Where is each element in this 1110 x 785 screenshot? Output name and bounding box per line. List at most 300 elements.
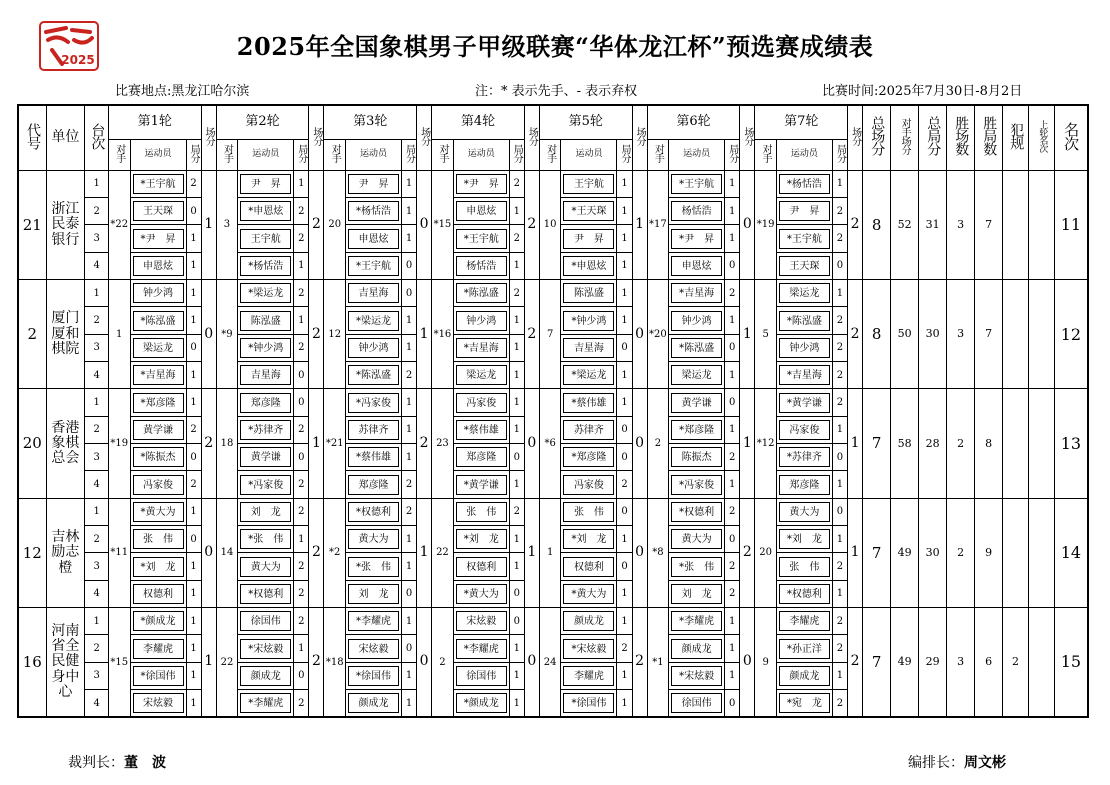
player-cell	[130, 690, 186, 717]
player-name: *黄大为	[563, 584, 614, 604]
game-score: 0	[401, 635, 416, 662]
player-cell	[776, 526, 832, 553]
board-number: 2	[85, 307, 109, 334]
player-name: 尹 昇	[563, 229, 614, 249]
round-opponent: *6	[539, 389, 561, 498]
player-name: *梁运龙	[240, 283, 291, 303]
match-points: 2	[417, 389, 432, 498]
player-name: 李耀虎	[779, 611, 830, 631]
game-score: 1	[617, 252, 632, 279]
game-score: 2	[294, 225, 309, 252]
player-cell	[669, 389, 725, 416]
game-score: 1	[725, 662, 740, 689]
player-name: *颜成龙	[456, 693, 507, 713]
player-name: 王天琛	[133, 201, 184, 221]
player-name: 尹 昇	[240, 174, 291, 194]
fouls: 2	[1003, 608, 1029, 717]
match-points: 1	[201, 608, 216, 717]
game-score: 1	[509, 389, 524, 416]
player-name: *吉星海	[671, 283, 722, 303]
player-cell	[453, 389, 509, 416]
game-score: 0	[725, 389, 740, 416]
player-name: *尹 昇	[671, 229, 722, 249]
player-cell	[345, 334, 401, 361]
player-name: *刘 龙	[133, 557, 184, 577]
total-game-points: 30	[919, 498, 947, 607]
match-points: 0	[524, 608, 539, 717]
game-score: 2	[725, 444, 740, 471]
player-cell	[130, 608, 186, 635]
game-score: 1	[294, 307, 309, 334]
player-cell	[561, 225, 617, 252]
game-score: 1	[509, 635, 524, 662]
player-cell	[776, 498, 832, 525]
round-opponent: 22	[216, 608, 238, 717]
header-game-2-text: 局分	[295, 144, 307, 163]
header-game-wins	[975, 105, 1003, 170]
game-score: 0	[294, 389, 309, 416]
player-name: 钟少鸿	[133, 283, 184, 303]
game-wins: 8	[975, 389, 1003, 498]
player-name: *陈泓盛	[456, 283, 507, 303]
player-cell	[238, 416, 294, 443]
player-name: *郑彦隆	[671, 420, 722, 440]
player-name: 梁运龙	[779, 283, 830, 303]
player-cell	[130, 198, 186, 225]
player-name: 宋炫毅	[348, 639, 399, 659]
player-cell	[669, 553, 725, 580]
opponent-match-points: 50	[891, 280, 919, 389]
game-score: 0	[725, 526, 740, 553]
player-name: 徐国伟	[456, 666, 507, 686]
game-score: 2	[832, 198, 847, 225]
header-player-7: 运动员	[776, 139, 832, 170]
player-name: *李耀虎	[348, 611, 399, 631]
game-score: 1	[617, 526, 632, 553]
player-cell	[669, 307, 725, 334]
round-opponent: 22	[432, 498, 454, 607]
round-opponent: *20	[647, 280, 669, 389]
table-row	[18, 280, 1088, 307]
game-score: 2	[294, 198, 309, 225]
header-game-5	[617, 139, 632, 170]
header-game-7-text: 局分	[834, 144, 846, 163]
header-total-match	[863, 105, 891, 170]
legend-note: 注：* 表示先手、- 表示弃权	[475, 84, 638, 99]
match-points: 1	[417, 498, 432, 607]
final-rank: 11	[1054, 170, 1088, 279]
game-score: 1	[617, 198, 632, 225]
player-cell	[561, 170, 617, 197]
game-score: 0	[617, 498, 632, 525]
game-score: 1	[186, 498, 201, 525]
player-cell	[453, 444, 509, 471]
player-cell	[669, 280, 725, 307]
team-code: 20	[18, 389, 46, 498]
header-match-4	[524, 105, 539, 170]
team-name: 厦门厦和棋院	[46, 280, 85, 389]
header-player-2: 运动员	[238, 139, 294, 170]
player-cell	[130, 553, 186, 580]
match-wins: 2	[947, 389, 975, 498]
player-name: 黄学谦	[671, 393, 722, 413]
player-name: *刘 龙	[563, 529, 614, 549]
player-name: *李耀虎	[456, 639, 507, 659]
player-cell	[561, 471, 617, 498]
player-name: 刘 龙	[348, 584, 399, 604]
player-cell	[776, 608, 832, 635]
opponent-match-points: 52	[891, 170, 919, 279]
player-cell	[453, 526, 509, 553]
game-score: 1	[617, 225, 632, 252]
header-opp-match	[891, 105, 919, 170]
player-cell	[669, 416, 725, 443]
player-cell	[561, 252, 617, 279]
header-opp-5-text: 对手	[544, 144, 556, 163]
player-name: 钟少鸿	[779, 338, 830, 358]
game-score: 1	[725, 362, 740, 389]
player-cell	[453, 580, 509, 607]
table-row	[18, 608, 1088, 635]
round-opponent: 1	[108, 280, 130, 389]
player-cell	[669, 498, 725, 525]
board-number: 1	[85, 608, 109, 635]
round-opponent: *2	[324, 498, 346, 607]
round-opponent: *16	[432, 280, 454, 389]
player-cell	[776, 553, 832, 580]
game-score: 1	[401, 225, 416, 252]
player-cell	[561, 635, 617, 662]
game-wins: 6	[975, 608, 1003, 717]
header-opp-6-text: 对手	[652, 144, 664, 163]
match-points: 0	[201, 280, 216, 389]
game-score: 0	[294, 662, 309, 689]
player-name: *王宇航	[133, 174, 184, 194]
game-score: 0	[617, 416, 632, 443]
game-score: 1	[509, 526, 524, 553]
header-player-5: 运动员	[561, 139, 617, 170]
player-name: 黄学谦	[133, 420, 184, 440]
fouls	[1003, 280, 1029, 389]
player-cell	[776, 307, 832, 334]
total-match-points: 7	[863, 608, 891, 717]
chief-judge-label: 裁判长：	[68, 755, 124, 771]
game-score: 2	[725, 280, 740, 307]
header-match-6	[740, 105, 755, 170]
player-cell	[238, 608, 294, 635]
header-match-2	[309, 105, 324, 170]
game-score: 2	[294, 498, 309, 525]
player-name: *冯家俊	[671, 475, 722, 495]
total-match-points: 7	[863, 498, 891, 607]
game-score: 0	[401, 580, 416, 607]
match-points: 2	[309, 498, 324, 607]
player-cell	[130, 444, 186, 471]
player-name: *申恩炫	[563, 256, 614, 276]
player-name: 权德利	[456, 557, 507, 577]
player-name: 黄大为	[240, 557, 291, 577]
game-score: 1	[832, 526, 847, 553]
header-player-4: 运动员	[453, 139, 509, 170]
table-row	[18, 389, 1088, 416]
player-name: 宋炫毅	[133, 693, 184, 713]
player-name: *吉星海	[133, 365, 184, 385]
player-name: 尹 昇	[779, 201, 830, 221]
player-name: 杨恬浩	[456, 256, 507, 276]
player-cell	[238, 252, 294, 279]
game-score: 2	[294, 580, 309, 607]
header-opp-4-text: 对手	[436, 144, 448, 163]
game-score: 1	[617, 280, 632, 307]
player-name: 张 伟	[456, 502, 507, 522]
board-number: 3	[85, 444, 109, 471]
player-cell	[238, 635, 294, 662]
player-cell	[561, 498, 617, 525]
player-cell	[561, 280, 617, 307]
board-number: 1	[85, 280, 109, 307]
round-opponent: 18	[216, 389, 238, 498]
game-score: 1	[294, 526, 309, 553]
player-name: 陈泓盛	[563, 283, 614, 303]
player-name: 梁运龙	[671, 365, 722, 385]
final-rank: 12	[1054, 280, 1088, 389]
game-score: 1	[725, 608, 740, 635]
chief-judge-name: 董 波	[124, 755, 166, 771]
player-cell	[561, 307, 617, 334]
player-name: *尹 昇	[133, 229, 184, 249]
player-cell	[238, 198, 294, 225]
board-number: 2	[85, 416, 109, 443]
team-code: 21	[18, 170, 46, 279]
game-score: 2	[832, 635, 847, 662]
game-score: 1	[401, 553, 416, 580]
match-points: 2	[848, 170, 863, 279]
header-opp-2	[216, 139, 238, 170]
player-name: *苏律齐	[779, 447, 830, 467]
game-score: 1	[617, 662, 632, 689]
game-score: 2	[832, 225, 847, 252]
header-match-4-text: 场分	[526, 127, 538, 146]
player-cell	[453, 498, 509, 525]
game-score: 1	[186, 690, 201, 717]
player-name: *杨恬浩	[348, 201, 399, 221]
game-score: 2	[186, 471, 201, 498]
header-game-1-text: 局分	[188, 144, 200, 163]
header-opp-2-text: 对手	[221, 144, 233, 163]
header-game-3-text: 局分	[403, 144, 415, 163]
player-cell	[130, 362, 186, 389]
board-number: 3	[85, 662, 109, 689]
player-name: 钟少鸿	[671, 311, 722, 331]
game-score: 1	[617, 690, 632, 717]
final-rank: 15	[1054, 608, 1088, 717]
player-name: *黄大为	[133, 502, 184, 522]
game-score: 2	[401, 471, 416, 498]
match-points: 2	[524, 280, 539, 389]
player-name: *钟少鸿	[563, 311, 614, 331]
match-points: 1	[417, 280, 432, 389]
header-game-6-text: 局分	[726, 144, 738, 163]
player-cell	[238, 580, 294, 607]
game-score: 0	[186, 526, 201, 553]
player-cell	[345, 608, 401, 635]
player-name: *权德利	[348, 502, 399, 522]
player-cell	[453, 635, 509, 662]
match-points: 2	[848, 608, 863, 717]
game-score: 1	[401, 307, 416, 334]
player-cell	[453, 307, 509, 334]
table-row	[18, 170, 1088, 197]
player-name: 李耀虎	[563, 666, 614, 686]
team-name: 浙江民泰银行	[46, 170, 85, 279]
header-opp-1	[108, 139, 130, 170]
header-fouls-text: 犯规	[1008, 122, 1025, 149]
player-name: 黄大为	[671, 529, 722, 549]
last-round-rank	[1028, 170, 1054, 279]
game-score: 1	[725, 416, 740, 443]
player-name: 王宇航	[240, 229, 291, 249]
final-rank: 14	[1054, 498, 1088, 607]
round-opponent: *22	[108, 170, 130, 279]
player-name: *王宇航	[456, 229, 507, 249]
game-score: 1	[509, 416, 524, 443]
header-round-4: 第4轮	[432, 105, 525, 139]
board-number: 4	[85, 471, 109, 498]
game-score: 2	[186, 416, 201, 443]
player-cell	[345, 498, 401, 525]
match-points: 0	[417, 170, 432, 279]
player-name: *吉星海	[456, 338, 507, 358]
player-cell	[776, 362, 832, 389]
match-points: 0	[632, 389, 647, 498]
player-cell	[238, 662, 294, 689]
header-round-7: 第7轮	[755, 105, 848, 139]
player-cell	[669, 662, 725, 689]
header-last-rank	[1028, 105, 1054, 170]
player-name: 颜成龙	[671, 639, 722, 659]
player-name: 张 伟	[779, 557, 830, 577]
header-rank-text: 名次	[1062, 122, 1081, 151]
player-cell	[669, 334, 725, 361]
player-name: 陈泓盛	[240, 311, 291, 331]
game-score: 1	[725, 170, 740, 197]
player-cell	[453, 690, 509, 717]
game-score: 0	[725, 252, 740, 279]
player-cell	[238, 170, 294, 197]
player-name: 张 伟	[133, 529, 184, 549]
game-score: 1	[186, 280, 201, 307]
game-score: 0	[832, 444, 847, 471]
game-score: 1	[832, 580, 847, 607]
player-name: 申恩炫	[348, 229, 399, 249]
game-score: 1	[401, 198, 416, 225]
game-score: 2	[725, 553, 740, 580]
game-score: 1	[401, 389, 416, 416]
player-cell	[130, 635, 186, 662]
total-match-points: 7	[863, 389, 891, 498]
player-cell	[345, 170, 401, 197]
opponent-match-points: 58	[891, 389, 919, 498]
total-match-points: 8	[863, 170, 891, 279]
game-score: 2	[509, 498, 524, 525]
player-name: 刘 龙	[671, 584, 722, 604]
scheduler	[908, 752, 1006, 772]
player-cell	[669, 252, 725, 279]
header-player-1: 运动员	[130, 139, 186, 170]
final-rank: 13	[1054, 389, 1088, 498]
last-round-rank	[1028, 608, 1054, 717]
player-cell	[561, 362, 617, 389]
round-opponent: *11	[108, 498, 130, 607]
player-name: 颜成龙	[563, 611, 614, 631]
player-cell	[345, 553, 401, 580]
player-name: 冯家俊	[563, 475, 614, 495]
header-rank	[1054, 105, 1088, 170]
game-score: 0	[509, 580, 524, 607]
player-name: *权德利	[240, 584, 291, 604]
game-score: 1	[186, 252, 201, 279]
header-match-7	[848, 105, 863, 170]
scheduler-name: 周文彬	[964, 755, 1006, 771]
player-name: *冯家俊	[240, 475, 291, 495]
game-score: 1	[725, 225, 740, 252]
game-score: 1	[509, 198, 524, 225]
player-name: *陈泓盛	[671, 338, 722, 358]
player-cell	[453, 608, 509, 635]
game-score: 0	[186, 444, 201, 471]
player-cell	[561, 416, 617, 443]
player-cell	[561, 553, 617, 580]
match-points: 1	[524, 498, 539, 607]
game-score: 1	[832, 280, 847, 307]
player-name: 宋炫毅	[456, 611, 507, 631]
player-name: 梁运龙	[133, 338, 184, 358]
round-opponent: 20	[324, 170, 346, 279]
player-name: *徐国伟	[563, 693, 614, 713]
player-cell	[130, 252, 186, 279]
game-score: 2	[832, 389, 847, 416]
opponent-match-points: 49	[891, 498, 919, 607]
game-score: 1	[617, 170, 632, 197]
player-name: 王天琛	[779, 256, 830, 276]
game-score: 0	[509, 444, 524, 471]
header-round-5: 第5轮	[539, 105, 632, 139]
game-score: 1	[186, 362, 201, 389]
game-score: 0	[832, 498, 847, 525]
game-score: 1	[509, 690, 524, 717]
player-cell	[130, 170, 186, 197]
header-total-match-text: 总场分	[869, 116, 886, 156]
player-cell	[669, 444, 725, 471]
game-score: 1	[725, 307, 740, 334]
player-cell	[238, 307, 294, 334]
game-score: 1	[617, 580, 632, 607]
round-opponent: 5	[755, 280, 777, 389]
player-cell	[453, 280, 509, 307]
game-score: 1	[832, 471, 847, 498]
player-cell	[776, 198, 832, 225]
game-score: 2	[832, 307, 847, 334]
player-cell	[238, 334, 294, 361]
header-opp-3	[324, 139, 346, 170]
player-cell	[238, 362, 294, 389]
player-cell	[669, 198, 725, 225]
game-score: 1	[509, 553, 524, 580]
player-name: 苏律齐	[348, 420, 399, 440]
player-cell	[238, 498, 294, 525]
player-name: 黄大为	[348, 529, 399, 549]
player-name: *杨恬浩	[240, 256, 291, 276]
